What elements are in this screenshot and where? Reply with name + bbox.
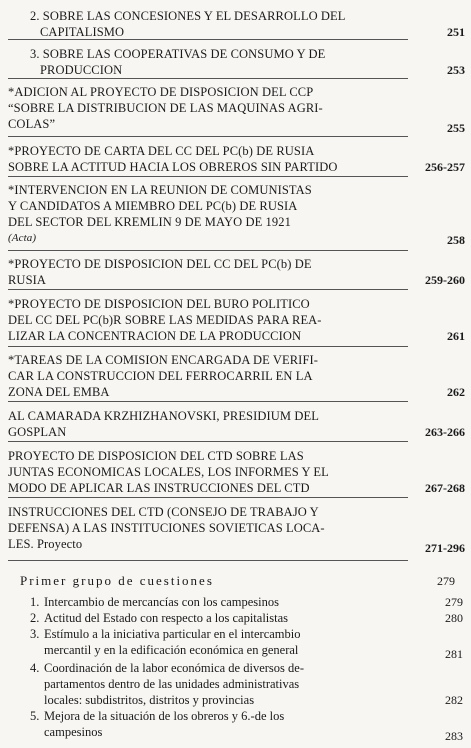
item-line: Actitud del Estado con respecto a los capitalistas	[44, 611, 289, 625]
entry-line: RUSIA	[8, 273, 47, 287]
divider	[8, 401, 408, 402]
entry-line: *INTERVENCION EN LA REUNION DE COMUNISTAS	[8, 183, 312, 197]
entry-line: ZONA DEL EMBA	[8, 385, 110, 399]
entry-page-number: 267-268	[425, 481, 465, 495]
divider	[8, 250, 408, 251]
entry-line: Y CANDIDATOS A MIEMBRO DEL PC(b) DE RUSIA	[8, 199, 298, 213]
divider	[8, 289, 408, 290]
item-line: partamentos dentro de las unidades administrativas	[44, 677, 300, 691]
divider	[8, 497, 408, 498]
divider	[8, 441, 408, 442]
entry-line: *PROYECTO DE DISPOSICION DEL CC DEL PC(b) DE	[8, 257, 312, 271]
entry-page-number: 256-257	[425, 160, 465, 174]
item-line: mercantil y en la edificación económica en general	[44, 643, 299, 657]
item-page-number: 282	[445, 693, 463, 707]
entry-line: MODO DE APLICAR LAS INSTRUCCIONES DEL CTD	[8, 481, 310, 495]
item-line: Intercambio de mercancías con los campesinos	[44, 595, 279, 609]
entry-line: DEL CC DEL PC(b)R SOBRE LAS MEDIDAS PARA REA-	[8, 313, 322, 327]
entry-line: INSTRUCCIONES DEL CTD (CONSEJO DE TRABAJO Y	[8, 505, 319, 519]
entry-line: “SOBRE LA DISTRIBUCION DE LAS MAQUINAS AGRI-	[8, 101, 323, 115]
entry-page-number: 263-266	[425, 425, 465, 439]
entry-line: PRODUCCION	[40, 63, 123, 77]
entry-line: SOBRE LA ACTITUD HACIA LOS OBREROS SIN PARTIDO	[8, 160, 338, 174]
entry-page-number: 251	[447, 25, 465, 39]
entry-page-number: 253	[447, 63, 465, 77]
item-number: 4.	[30, 661, 40, 675]
entry-line: PROYECTO DE DISPOSICION DEL CTD SOBRE LAS	[8, 449, 304, 463]
divider	[8, 560, 408, 561]
item-page-number: 279	[445, 595, 463, 609]
entry-page-number: 258	[447, 233, 465, 247]
entry-page-number: 262	[447, 385, 465, 399]
item-number: 1.	[30, 595, 40, 609]
item-page-number: 280	[445, 611, 463, 625]
item-line: campesinos	[44, 725, 103, 739]
entry-page-number: 255	[447, 121, 465, 135]
divider	[8, 78, 408, 79]
item-number: 5.	[30, 709, 40, 723]
entry-line: JUNTAS ECONOMICAS LOCALES, LOS INFORMES Y EL	[8, 465, 329, 479]
entry-page-number: 261	[447, 329, 465, 343]
entry-page-number: 271-296	[425, 541, 465, 555]
entry-line: *ADICION AL PROYECTO DE DISPOSICION DEL CCP	[8, 85, 314, 99]
item-number: 2.	[30, 611, 40, 625]
item-number: 3.	[30, 627, 40, 641]
entry-line: CAR LA CONSTRUCCION DEL FERROCARRIL EN LA	[8, 369, 313, 383]
divider	[8, 346, 408, 347]
item-line: Estímulo a la iniciativa particular en el intercambio	[44, 627, 301, 641]
entry-line: DEL SECTOR DEL KREMLIN 9 DE MAYO DE 1921	[8, 215, 291, 229]
subsection-title: Primer grupo de cuestiones	[20, 573, 214, 588]
entry-page-number: 259-260	[425, 273, 465, 287]
entry-line: 2. SOBRE LAS CONCESIONES Y EL DESARROLLO DEL	[30, 9, 346, 23]
entry-line: LES. Proyecto	[8, 537, 83, 551]
item-page-number: 281	[445, 647, 463, 661]
divider	[8, 176, 408, 177]
item-line: Mejora de la situación de los obreros y 6.-de los	[44, 709, 285, 723]
entry-line: AL CAMARADA KRZHIZHANOVSKI, PRESIDIUM DEL	[8, 409, 319, 423]
item-line: Coordinación de la labor económica de diversos de-	[44, 661, 304, 675]
entry-line: *PROYECTO DE CARTA DEL CC DEL PC(b) DE RUSIA	[8, 144, 315, 158]
entry-line: DEFENSA) A LAS INSTITUCIONES SOVIETICAS LOCA-	[8, 521, 325, 535]
entry-line: *PROYECTO DE DISPOSICION DEL BURO POLITICO	[8, 297, 310, 311]
divider	[8, 39, 408, 40]
entry-line: GOSPLAN	[8, 425, 67, 439]
item-page-number: 283	[445, 729, 463, 743]
entry-line: CAPITALISMO	[40, 25, 125, 39]
item-line: locales: subdistritos, distritos y provincias	[44, 693, 255, 707]
divider	[8, 136, 408, 137]
entry-line: (Acta)	[8, 232, 37, 244]
subsection-page-number: 279	[437, 574, 455, 588]
entry-line: COLAS”	[8, 117, 56, 131]
entry-line: LIZAR LA CONCENTRACION DE LA PRODUCCION	[8, 329, 302, 343]
entry-line: *TAREAS DE LA COMISION ENCARGADA DE VERIFI-	[8, 353, 319, 367]
entry-line: 3. SOBRE LAS COOPERATIVAS DE CONSUMO Y DE	[30, 47, 326, 61]
